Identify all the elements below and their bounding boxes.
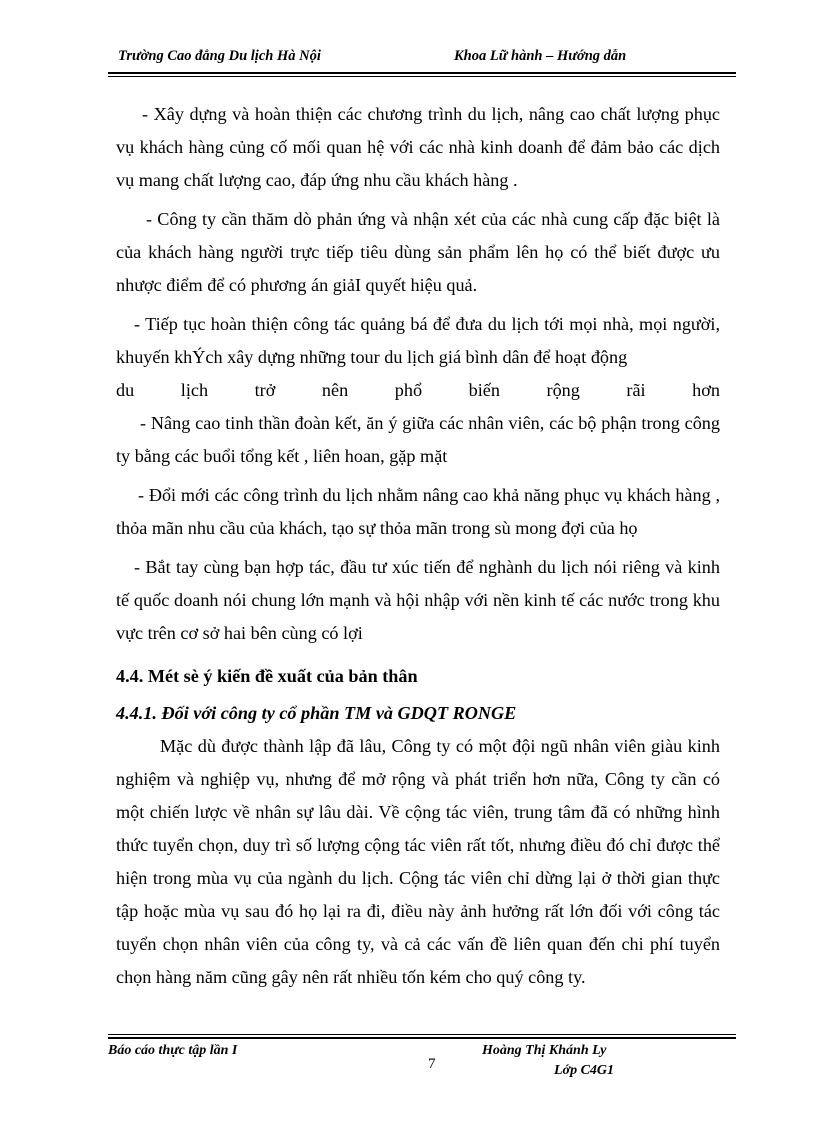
header-rule-thin xyxy=(108,76,736,77)
subsection-heading: 4.4.1. Đối với công ty cổ phần TM và GDQT RONGE xyxy=(116,703,517,723)
bullet-paragraph-5: - Đổi mới các công trình du lịch nhằm nâng cao khả năng phục vụ khách hàng , thỏa mãn nhu cầu của khách, tạo sự thỏa mãn trong sù mong đợi của họ xyxy=(116,485,720,538)
bullet-paragraph-3-spread-line: du lịch trở nên phổ biến rộng rãi hơn xyxy=(116,380,720,400)
body-paragraph: Mặc dù được thành lập đã lâu, Công ty có một đội ngũ nhân viên giàu kinh nghiệm và nghiệp vụ, nhưng để mở rộng và phát triển hơn nữa, Công ty cần có một chiến lược về nhân sự lâu dài. Về cộng tác viên, trung tâm đã có những hình thức tuyển chọn, duy trì số lượng cộng tác viên rất tốt, nhưng điều đó chỉ được thể hiện trong mùa vụ của ngành du lịch. Cộng tác viên chỉ dừng lại ở thời gian thực tập hoặc mùa vụ sau đó họ lại ra đi, điều này ảnh hưởng rất lớn đối với công tác tuyển chọn nhân viên của công ty, và cả các vấn đề liên quan đến chi phí tuyển chọn hàng năm cũng gây nên rất nhiều tốn kém cho quý công ty. xyxy=(116,736,720,987)
footer-rule-thin xyxy=(108,1034,736,1035)
bullet-paragraph-6: - Bắt tay cùng bạn hợp tác, đầu tư xúc tiến để nghành du lịch nói riêng và kinh tế quốc doanh nói chung lớn mạnh và hội nhập với nền kinh tế các nước trong khu vực trên cơ sở hai bên cùng có lợi xyxy=(116,557,720,643)
bullet-paragraph-3-text: - Tiếp tục hoàn thiện công tác quảng bá để đưa du lịch tới mọi nhà, mọi người, khuyến khÝch xây dựng những tour du lịch giá bình dân để hoạt động xyxy=(116,314,720,367)
header-department: Khoa Lữ hành – Hướng dẫn xyxy=(454,48,627,64)
bullet-paragraph-4: - Nâng cao tinh thần đoàn kết, ăn ý giữa các nhân viên, các bộ phận trong công ty bằng các buổi tổng kết , liên hoan, gặp mặt xyxy=(116,413,720,466)
footer-author: Hoàng Thị Khánh Ly xyxy=(482,1043,607,1058)
footer-report-title: Báo cáo thực tập lần I xyxy=(108,1043,238,1058)
footer-rule-thick xyxy=(108,1037,736,1039)
page-content xyxy=(116,98,720,994)
header-school: Trường Cao đẳng Du lịch Hà Nội xyxy=(118,48,321,64)
header-rule-thick xyxy=(108,72,736,74)
bullet-paragraph-2: - Công ty cần thăm dò phản ứng và nhận xét của các nhà cung cấp đặc biệt là của khách hàng người trực tiếp tiêu dùng sản phẩm lên họ có thể biết được ưu nhược điểm để có phương án giảI quyết hiệu quả. xyxy=(116,209,720,295)
bullet-paragraph-1: - Xây dựng và hoàn thiện các chương trình du lịch, nâng cao chất lượng phục vụ khách hàng củng cố mối quan hệ với các nhà kinh doanh để đảm bảo các dịch vụ mang chất lượng cao, đáp ứng nhu cầu khách hàng . xyxy=(116,104,720,190)
section-heading: 4.4. Mét sè ý kiến đề xuất của bản thân xyxy=(116,666,418,686)
page-header xyxy=(108,46,736,72)
footer-class: Lớp C4G1 xyxy=(554,1063,615,1078)
page-number: 7 xyxy=(428,1056,436,1072)
page-footer xyxy=(108,1040,736,1090)
bullet-paragraph-3 xyxy=(116,308,720,407)
